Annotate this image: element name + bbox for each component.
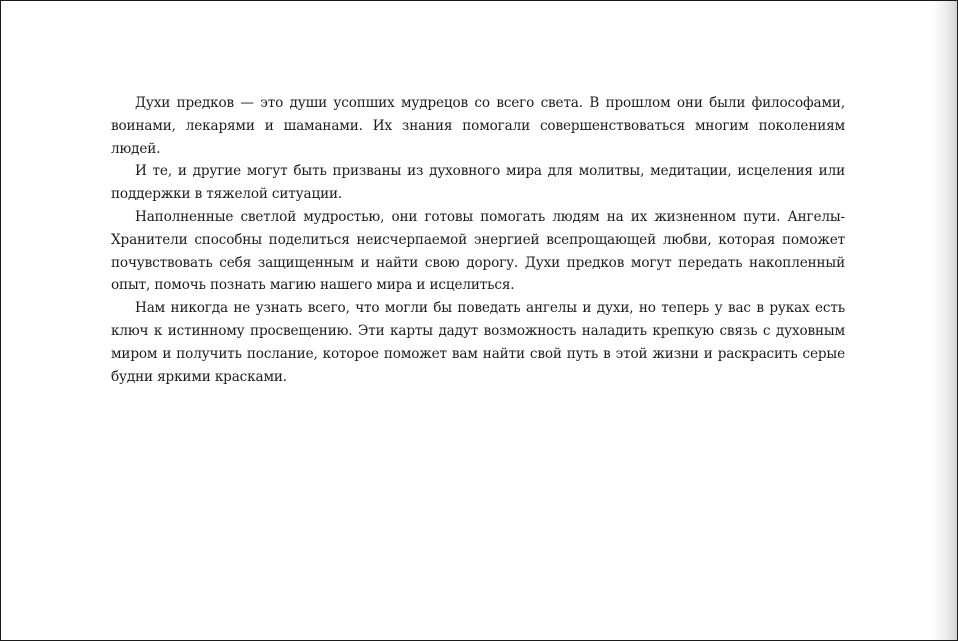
paragraph-2: И те, и другие могут быть призваны из духовного мира для молитвы, медитации, исцеления или поддержки в тяжелой ситуации. [111,163,845,203]
paragraph-4: Нам никогда не узнать всего, что могли бы поведать ангелы и духи, но теперь у вас в руках есть ключ к истинному просвещению. Эти карты дадут возможность наладить крепкую связь с духовным миром и получить послание, которое поможет вам найти свой путь в этой жизни и раскрасить серые будни яркими красками. [111,300,845,385]
page-edge [954,1,957,640]
body-text [111,92,845,388]
paragraph-3: Наполненные светлой мудростью, они готовы помогать людям на их жизненном пути. Ангелы-Хранители способны поделиться неисчерпаемой энергией всепрощающей любви, которая поможет почувствовать себя защищенным и найти свою дорогу. Духи предков могут передать накопленный опыт, помочь познать магию нашего мира и исцелиться. [111,208,845,294]
paragraph-1: Духи предков — это души усопших мудрецов со всего света. В прошлом они были философами, воинами, лекарями и шаманами. Их знания помогали совершенствоваться многим поколениям людей. [111,95,845,157]
